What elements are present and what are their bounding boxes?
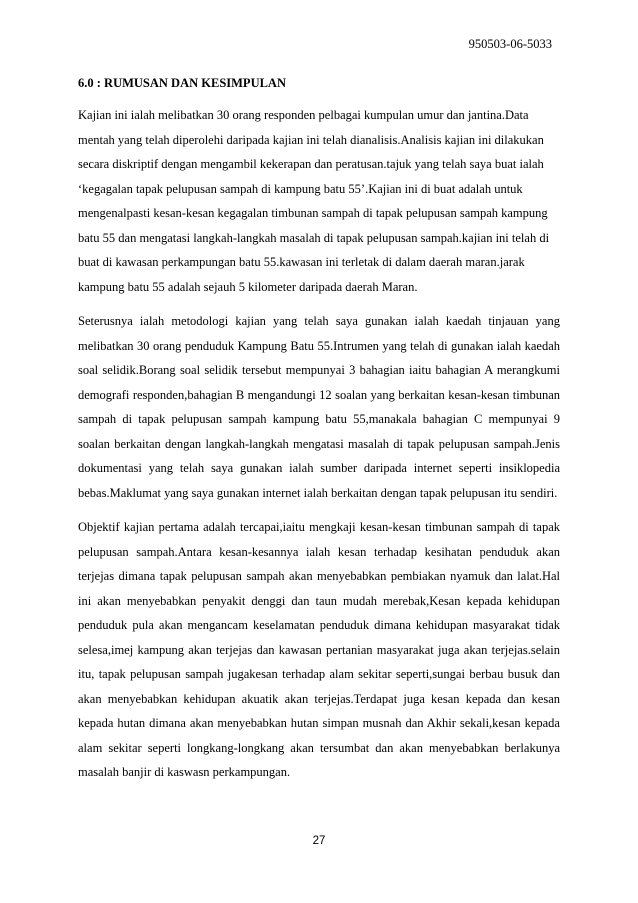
section-heading: 6.0 : RUMUSAN DAN KESIMPULAN — [78, 76, 286, 90]
paragraph-methodology: Seterusnya ialah metodologi kajian yang telah saya gunakan ialah kaedah tinjauan yang melibatkan 30 orang penduduk Kampung Batu 55.Intrumen yang telah di gunakan ialah kaedah soal selidik.Borang soal selidik tersebut mempunyai 3 bahagian iaitu bahagian A merangkumi demografi responden,bahagian B mengandungi 12 soalan yang berkaitan kesan-kesan timbunan sampah di tapak pelupusan sampah kampung batu 55,manakala bahagian C mempunyai 9 soalan berkaitan dengan langkah-langkah mengatasi masalah di tapak pelupusan sampah.Jenis dokumentasi yang telah saya gunakan ialah sumber daripada internet seperti insiklopedia bebas.Maklumat yang saya gunakan internet ialah berkaitan dengan tapak pelupusan itu sendiri. — [78, 314, 560, 500]
body-text — [78, 103, 560, 795]
paragraph-summary: Kajian ini ialah melibatkan 30 orang responden pelbagai kumpulan umur dan jantina.Data mentah yang telah diperolehi daripada kajian ini telah dianalisis.Analisis kajian ini dilakukan secara diskriptif dengan mengambil kekerapan dan peratusan.tajuk yang telah saya buat ialah ‘kegagalan tapak pelupusan sampah di kampung batu 55’.Kajian ini di buat adalah untuk mengenalpasti kesan-kesan kegagalan timbunan sampah di tapak pelupusan sampah kampung batu 55 dan mengatasi langkah-langkah masalah di tapak pelupusan sampah.kajian ini telah di buat di kawasan perkampungan batu 55.kawasan ini terletak di dalam daerah maran.jarak kampung batu 55 adalah sejauh 5 kilometer daripada daerah Maran. — [78, 108, 550, 294]
page-number: 27 — [312, 835, 326, 847]
student-id-header: 950503-06-5033 — [468, 37, 552, 51]
paragraph-objective: Objektif kajian pertama adalah tercapai,iaitu mengkaji kesan-kesan timbunan sampah di tapak pelupusan sampah.Antara kesan-kesannya ialah kesan terhadap kesihatan penduduk akan terjejas dimana tapak pelupusan sampah akan menyebabkan pembiakan nyamuk dan lalat.Hal ini akan menyebabkan penyakit denggi dan taun mudah merebak,Kesan kepada kehidupan penduduk pula akan mengancam keselamatan penduduk dimana kehidupan masyarakat tidak selesa,imej kampung akan terjejas dan kawasan pertanian masyarakat juga akan terjejas.selain itu, tapak pelupusan sampah jugakesan terhadap alam sekitar seperti,sungai berbau busuk dan akan menyebabkan kehidupan akuatik akan terjejas.Terdapat juga kesan kepada dan kesan kepada hutan dimana akan menyebabkan hutan simpan musnah dan Akhir sekali,kesan kepada alam sekitar seperti longkang-longkang akan tersumbat dan akan menyebabkan berlakunya masalah banjir di kaswasn perkampungan. — [78, 520, 560, 779]
